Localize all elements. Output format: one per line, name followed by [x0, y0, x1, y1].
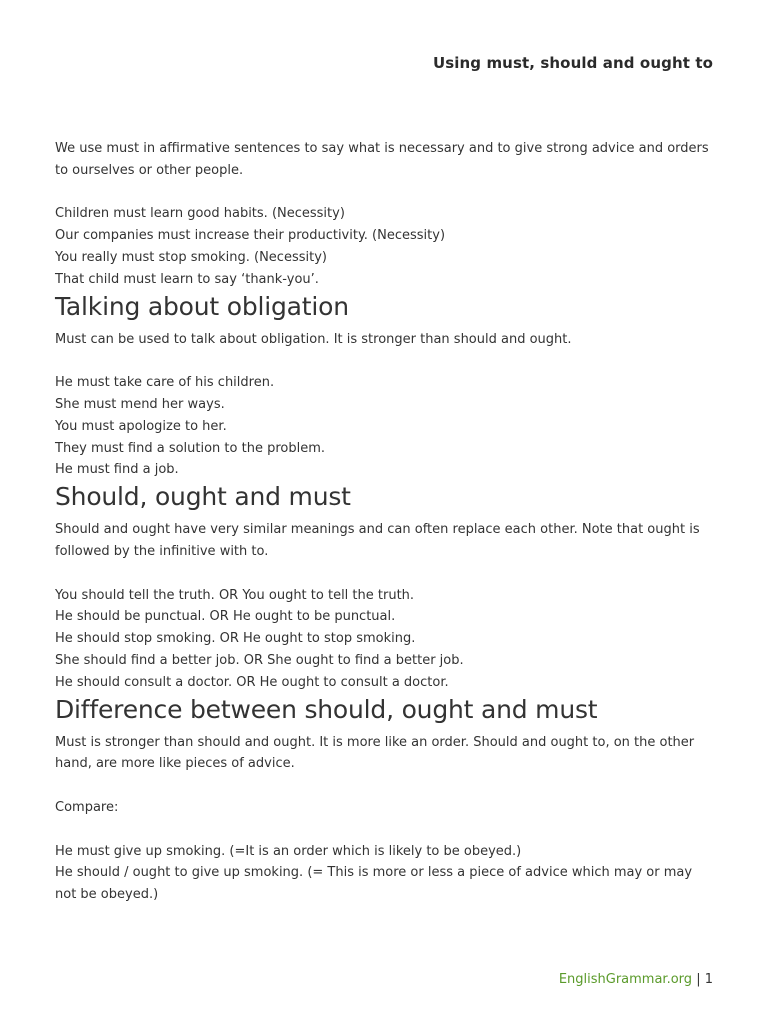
section-heading-obligation: Talking about obligation: [55, 291, 349, 321]
example-sentence: You should tell the truth. OR You ought to tell the truth.: [55, 587, 415, 603]
section-paragraph: Must can be used to talk about obligation. It is stronger than should and ought.: [55, 331, 572, 347]
example-sentence: She must mend her ways.: [55, 396, 225, 412]
spacer: [55, 819, 715, 841]
page-footer: [559, 972, 713, 987]
example-sentence: You must apologize to her.: [55, 418, 227, 434]
example-sentence: He should consult a doctor. OR He ought to consult a doctor.: [55, 674, 449, 690]
example-sentence: You really must stop smoking. (Necessity): [55, 249, 327, 265]
obligation-examples: [55, 372, 715, 481]
section-paragraph: Should and ought have very similar meanings and can often replace each other. Note that ought is followed by the infinitive with to.: [55, 522, 700, 559]
compare-label: Compare:: [55, 799, 119, 815]
intro-examples: [55, 203, 715, 290]
spacer: [55, 563, 715, 585]
example-sentence: He must give up smoking. (=It is an order which is likely to be obeyed.): [55, 843, 522, 859]
example-sentence: He should stop smoking. OR He ought to stop smoking.: [55, 631, 416, 647]
spacer: [55, 350, 715, 372]
footer-brand-link[interactable]: EnglishGrammar.org: [558, 972, 693, 987]
spacer: [55, 182, 715, 204]
example-sentence: He must find a job.: [55, 462, 179, 478]
example-sentence: He should / ought to give up smoking. (= This is more or less a piece of advice which may or may not be obeyed.): [55, 865, 693, 903]
page-title: Using must, should and ought to: [432, 54, 713, 72]
should-ought-examples: [55, 585, 715, 694]
document-body: [55, 138, 715, 906]
difference-examples: [55, 841, 715, 906]
example-sentence: Our companies must increase their productivity. (Necessity): [55, 228, 446, 244]
example-sentence: He should be punctual. OR He ought to be punctual.: [55, 609, 396, 625]
example-sentence: Children must learn good habits. (Necessity): [55, 206, 345, 222]
footer-separator: |: [696, 972, 701, 987]
intro-paragraph: We use must in affirmative sentences to say what is necessary and to give strong advice and orders to ourselves or other people.: [55, 141, 709, 178]
section-heading-difference: Difference between should, ought and must: [55, 694, 598, 724]
example-sentence: She should find a better job. OR She ought to find a better job.: [55, 652, 464, 668]
example-sentence: They must find a solution to the problem.: [55, 440, 326, 456]
section-paragraph: Must is stronger than should and ought. It is more like an order. Should and ought to, on the other hand, are more like pieces of advice.: [55, 734, 695, 772]
example-sentence: He must take care of his children.: [55, 375, 275, 391]
page-number: 1: [704, 972, 713, 987]
example-sentence: That child must learn to say ‘thank-you’.: [55, 271, 319, 287]
section-heading-should-ought-must: Should, ought and must: [55, 482, 351, 512]
spacer: [55, 775, 715, 797]
